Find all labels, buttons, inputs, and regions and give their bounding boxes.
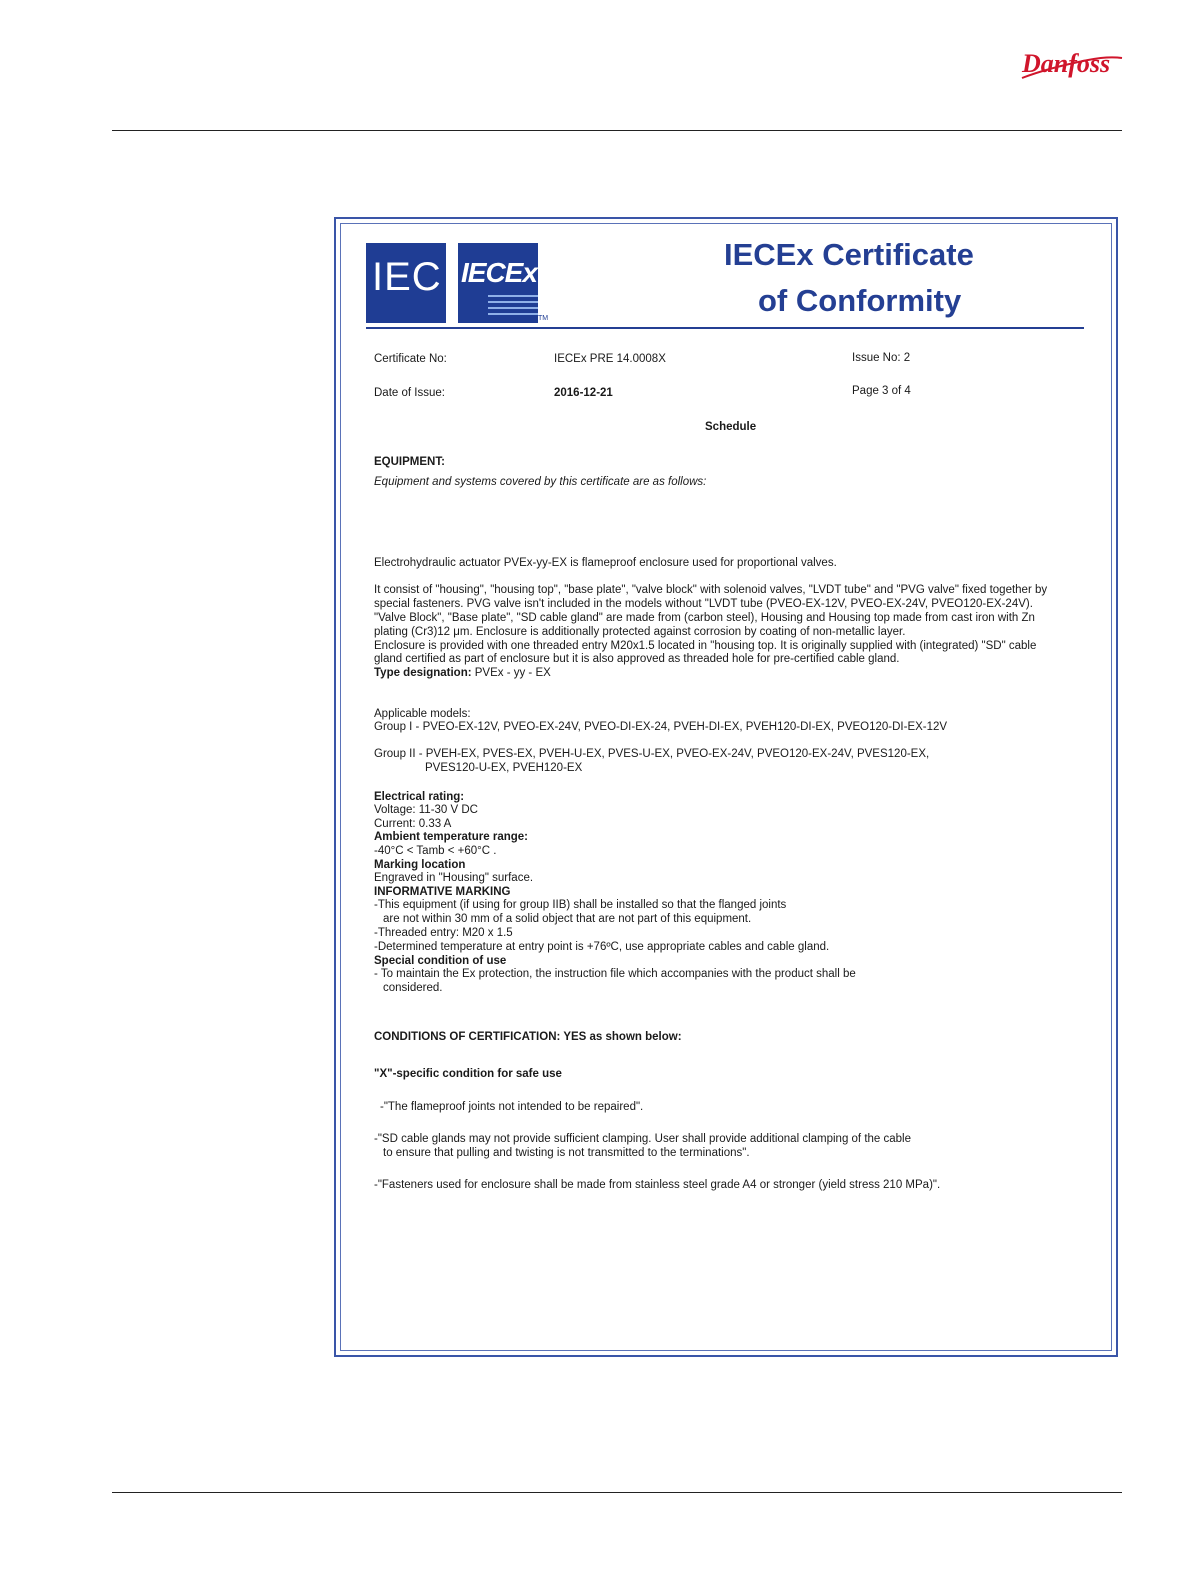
issue-no: Issue No: 2 <box>852 352 911 364</box>
description-line: gland certified as part of enclosure but it is also approved as threaded hole for pre-certified cable gland. <box>374 653 900 665</box>
group2-models-cont: PVES120-U-EX, PVEH120-EX <box>425 762 583 774</box>
current: Current: 0.33 A <box>374 818 452 830</box>
info-line: are not within 30 mm of a solid object that are not part of this equipment. <box>383 913 752 925</box>
description-line: plating (Cr3)12 μm. Enclosure is additionally protected against corrosion by coating of non-metallic layer. <box>374 626 906 638</box>
certificate-title-line1: IECEx Certificate <box>724 237 974 272</box>
x-condition-line: -"Fasteners used for enclosure shall be made from stainless steel grade A4 or stronger (yield stress 210 MPa)". <box>374 1179 941 1191</box>
date-value: 2016-12-21 <box>554 387 613 399</box>
trademark-mark: TM <box>538 315 549 322</box>
description-1: Electrohydraulic actuator PVEx-yy-EX is flameproof enclosure used for proportional valves. <box>374 557 837 569</box>
page-indicator: Page 3 of 4 <box>852 385 911 397</box>
description-line: special fasteners. PVG valve isn't included in the models without "LVDT tube (PVEO-EX-12V, PVEO-EX-24V, PVEO120-EX-24V). <box>374 598 1033 610</box>
marking-heading: Marking location <box>374 859 466 871</box>
special-line: - To maintain the Ex protection, the instruction file which accompanies with the product shall be <box>374 968 856 980</box>
svg-text:Danfoss: Danfoss <box>1022 49 1111 78</box>
iec-logo: IEC <box>366 243 446 323</box>
x-condition-line: -"SD cable glands may not provide sufficient clamping. User shall provide additional clamping of the cable <box>374 1133 911 1145</box>
date-label: Date of Issue: <box>374 387 445 399</box>
description-line: Enclosure is provided with one threaded entry M20x1.5 located in "housing top. It is originally supplied with (integrated) "SD" cable <box>374 640 1037 652</box>
info-line: -This equipment (if using for group IIB) shall be installed so that the flanged joints <box>374 899 787 911</box>
iecex-stripes-icon <box>458 291 538 323</box>
equipment-heading: EQUIPMENT: <box>374 456 445 468</box>
info-line: -Determined temperature at entry point is +76ºC, use appropriate cables and cable gland. <box>374 941 830 953</box>
type-designation: Type designation: PVEx - yy - EX <box>374 667 551 679</box>
group2-models: Group II - PVEH-EX, PVES-EX, PVEH-U-EX, PVES-U-EX, PVEO-EX-24V, PVEO120-EX-24V, PVES120-EX, <box>374 748 930 760</box>
x-condition-heading: "X"-specific condition for safe use <box>374 1068 562 1080</box>
cert-no-label: Certificate No: <box>374 353 447 365</box>
x-condition-line: to ensure that pulling and twisting is not transmitted to the terminations". <box>383 1147 750 1159</box>
header-rule <box>112 130 1122 131</box>
informative-heading: INFORMATIVE MARKING <box>374 886 511 898</box>
conditions-heading: CONDITIONS OF CERTIFICATION: YES as shown below: <box>374 1031 682 1043</box>
models-label: Applicable models: <box>374 708 471 720</box>
info-line: -Threaded entry: M20 x 1.5 <box>374 927 513 939</box>
cert-no-value: IECEx PRE 14.0008X <box>554 353 666 365</box>
x-condition-line: -"The flameproof joints not intended to be repaired". <box>380 1101 644 1113</box>
equipment-intro: Equipment and systems covered by this certificate are as follows: <box>374 476 707 488</box>
iecex-logo: IECEx <box>458 243 538 323</box>
certificate-page <box>334 217 1118 1357</box>
special-line: considered. <box>383 982 443 994</box>
ambient-value: -40°C < Tamb < +60°C . <box>374 845 497 857</box>
voltage: Voltage: 11-30 V DC <box>374 804 478 816</box>
title-rule <box>366 327 1084 329</box>
description-line: "Valve Block", "Base plate", "SD cable gland" are made from (carbon steel), Housing and Housing top made from cast iron with Zn <box>374 612 1035 624</box>
certificate-title-line2: of Conformity <box>758 283 962 318</box>
danfoss-logo <box>1018 38 1124 86</box>
ambient-heading: Ambient temperature range: <box>374 831 529 843</box>
description-line: It consist of "housing", "housing top", "base plate", "valve block" with solenoid valves, "LVDT tube" and "PVG valve" fixed together by <box>374 584 1048 596</box>
marking-value: Engraved in "Housing" surface. <box>374 872 534 884</box>
footer-rule <box>112 1492 1122 1493</box>
schedule-heading: Schedule <box>705 421 757 433</box>
group1-models: Group I - PVEO-EX-12V, PVEO-EX-24V, PVEO-DI-EX-24, PVEH-DI-EX, PVEH120-DI-EX, PVEO120-DI-EX-12V <box>374 721 948 733</box>
special-heading: Special condition of use <box>374 955 507 967</box>
electrical-heading: Electrical rating: <box>374 791 465 803</box>
